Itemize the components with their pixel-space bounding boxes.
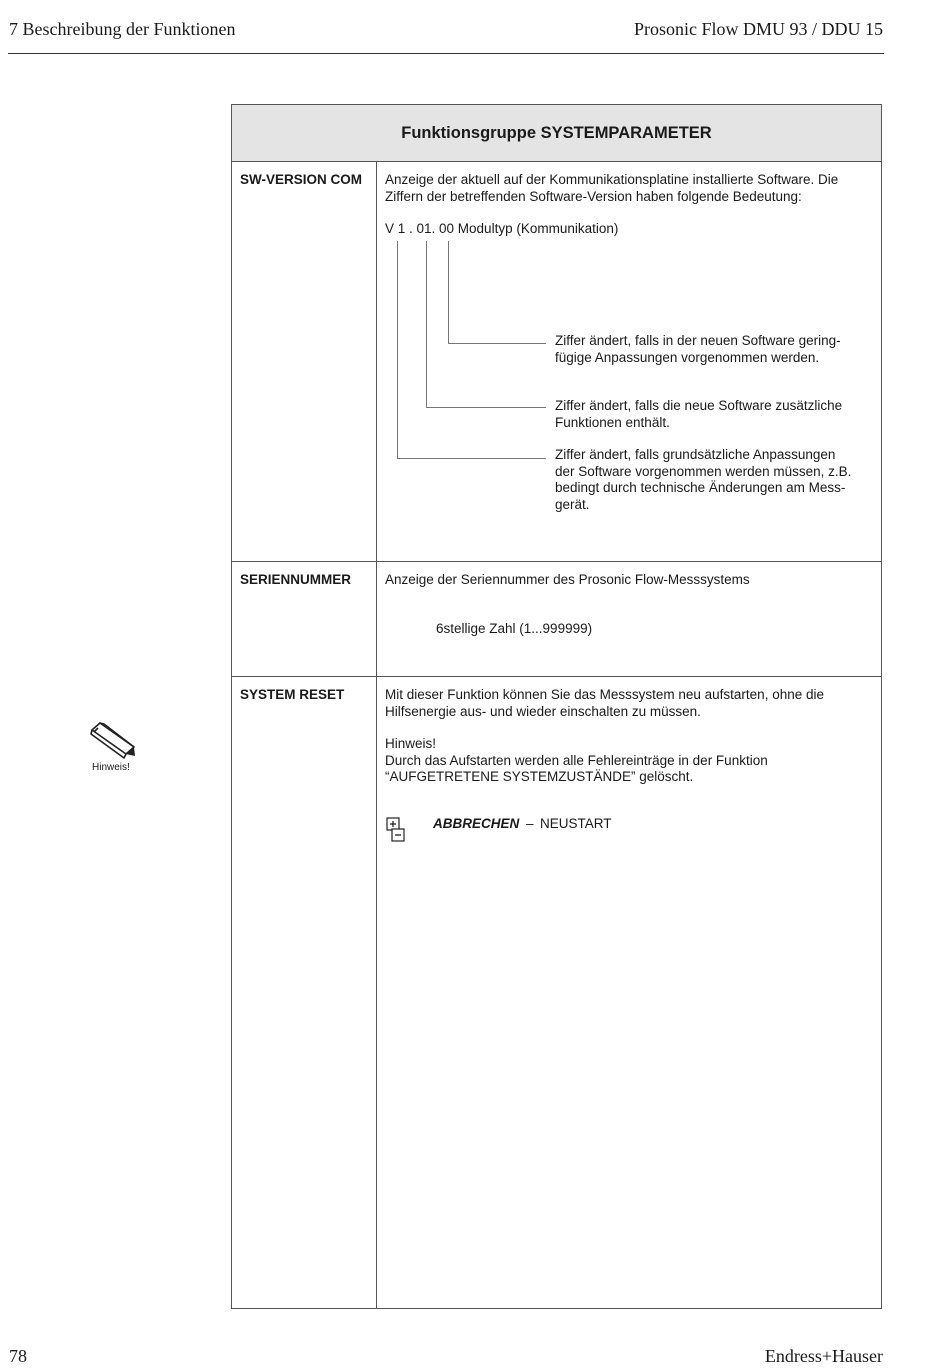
- connector-line: [426, 241, 427, 408]
- function-name-sw-version: SW-VERSION COM: [240, 172, 362, 187]
- reset-hint: [385, 736, 768, 786]
- note-line: Ziffer ändert, falls die neue Software zusätzliche: [555, 398, 843, 413]
- version-note-functions: [555, 398, 842, 431]
- margin-note-label: Hinweis!: [92, 762, 130, 773]
- reset-description: [385, 687, 824, 720]
- connector-line: [448, 343, 546, 344]
- function-name-serial: SERIENNUMMER: [240, 572, 352, 587]
- hint-line: Durch das Aufstarten werden alle Fehlereinträge in der Funktion: [385, 752, 768, 768]
- header-rule: [8, 53, 884, 54]
- product-title: Prosonic Flow DMU 93 / DDU 15: [633, 19, 883, 39]
- note-line: Funktionen enthält.: [555, 414, 670, 430]
- description-line: Anzeige der aktuell auf der Kommunikationsplatine installierte Software. Die: [385, 172, 839, 187]
- plus-minus-key-icon: [386, 817, 406, 845]
- column-divider: [376, 161, 377, 1308]
- option-abbrechen: ABBRECHEN: [433, 816, 520, 831]
- row-divider: [232, 676, 881, 677]
- hint-title: Hinweis!: [385, 736, 437, 751]
- connector-line: [426, 407, 546, 408]
- connector-line: [448, 241, 449, 344]
- note-line: Ziffer ändert, falls in der neuen Software gering-: [555, 333, 841, 348]
- page-number: 78: [9, 1346, 27, 1366]
- sw-version-description: [385, 172, 838, 205]
- chapter-title: 7 Beschreibung der Funktionen: [9, 19, 236, 39]
- option-neustart: NEUSTART: [540, 816, 612, 831]
- function-table: [231, 104, 882, 1309]
- description-line: Hilfsenergie aus- und wieder einschalten zu müssen.: [385, 703, 701, 719]
- option-separator: –: [526, 816, 534, 831]
- function-name-reset: SYSTEM RESET: [240, 687, 345, 702]
- version-note-major: [555, 447, 851, 513]
- description-line: Mit dieser Funktion können Sie das Messsystem neu aufstarten, ohne die: [385, 687, 824, 702]
- note-line: gerät.: [555, 496, 590, 512]
- note-line: fügige Anpassungen vorgenommen werden.: [555, 349, 820, 365]
- note-line: der Software vorgenommen werden müssen, z.B.: [555, 463, 852, 479]
- connector-line: [397, 458, 546, 459]
- serial-value-format: 6stellige Zahl (1...999999): [436, 621, 593, 636]
- description-line: Ziffern der betreffenden Software-Version haben folgende Bedeutung:: [385, 188, 802, 204]
- note-line: Ziffer ändert, falls grundsätzliche Anpassungen: [555, 447, 836, 462]
- serial-description: Anzeige der Seriennummer des Prosonic Flow-Messsystems: [385, 572, 750, 587]
- table-title: Funktionsgruppe SYSTEMPARAMETER: [232, 105, 881, 162]
- row-divider: [232, 561, 881, 562]
- connector-line: [397, 241, 398, 459]
- version-scheme: V 1 . 01. 00 Modultyp (Kommunikation): [385, 221, 619, 236]
- pencil-note-icon: [88, 720, 136, 760]
- note-line: bedingt durch technische Änderungen am Mess-: [555, 480, 846, 495]
- version-note-minor: [555, 333, 841, 366]
- brand-name: Endress+Hauser: [764, 1346, 883, 1366]
- hint-line: “AUFGETRETENE SYSTEMZUSTÄNDE” gelöscht.: [385, 769, 694, 784]
